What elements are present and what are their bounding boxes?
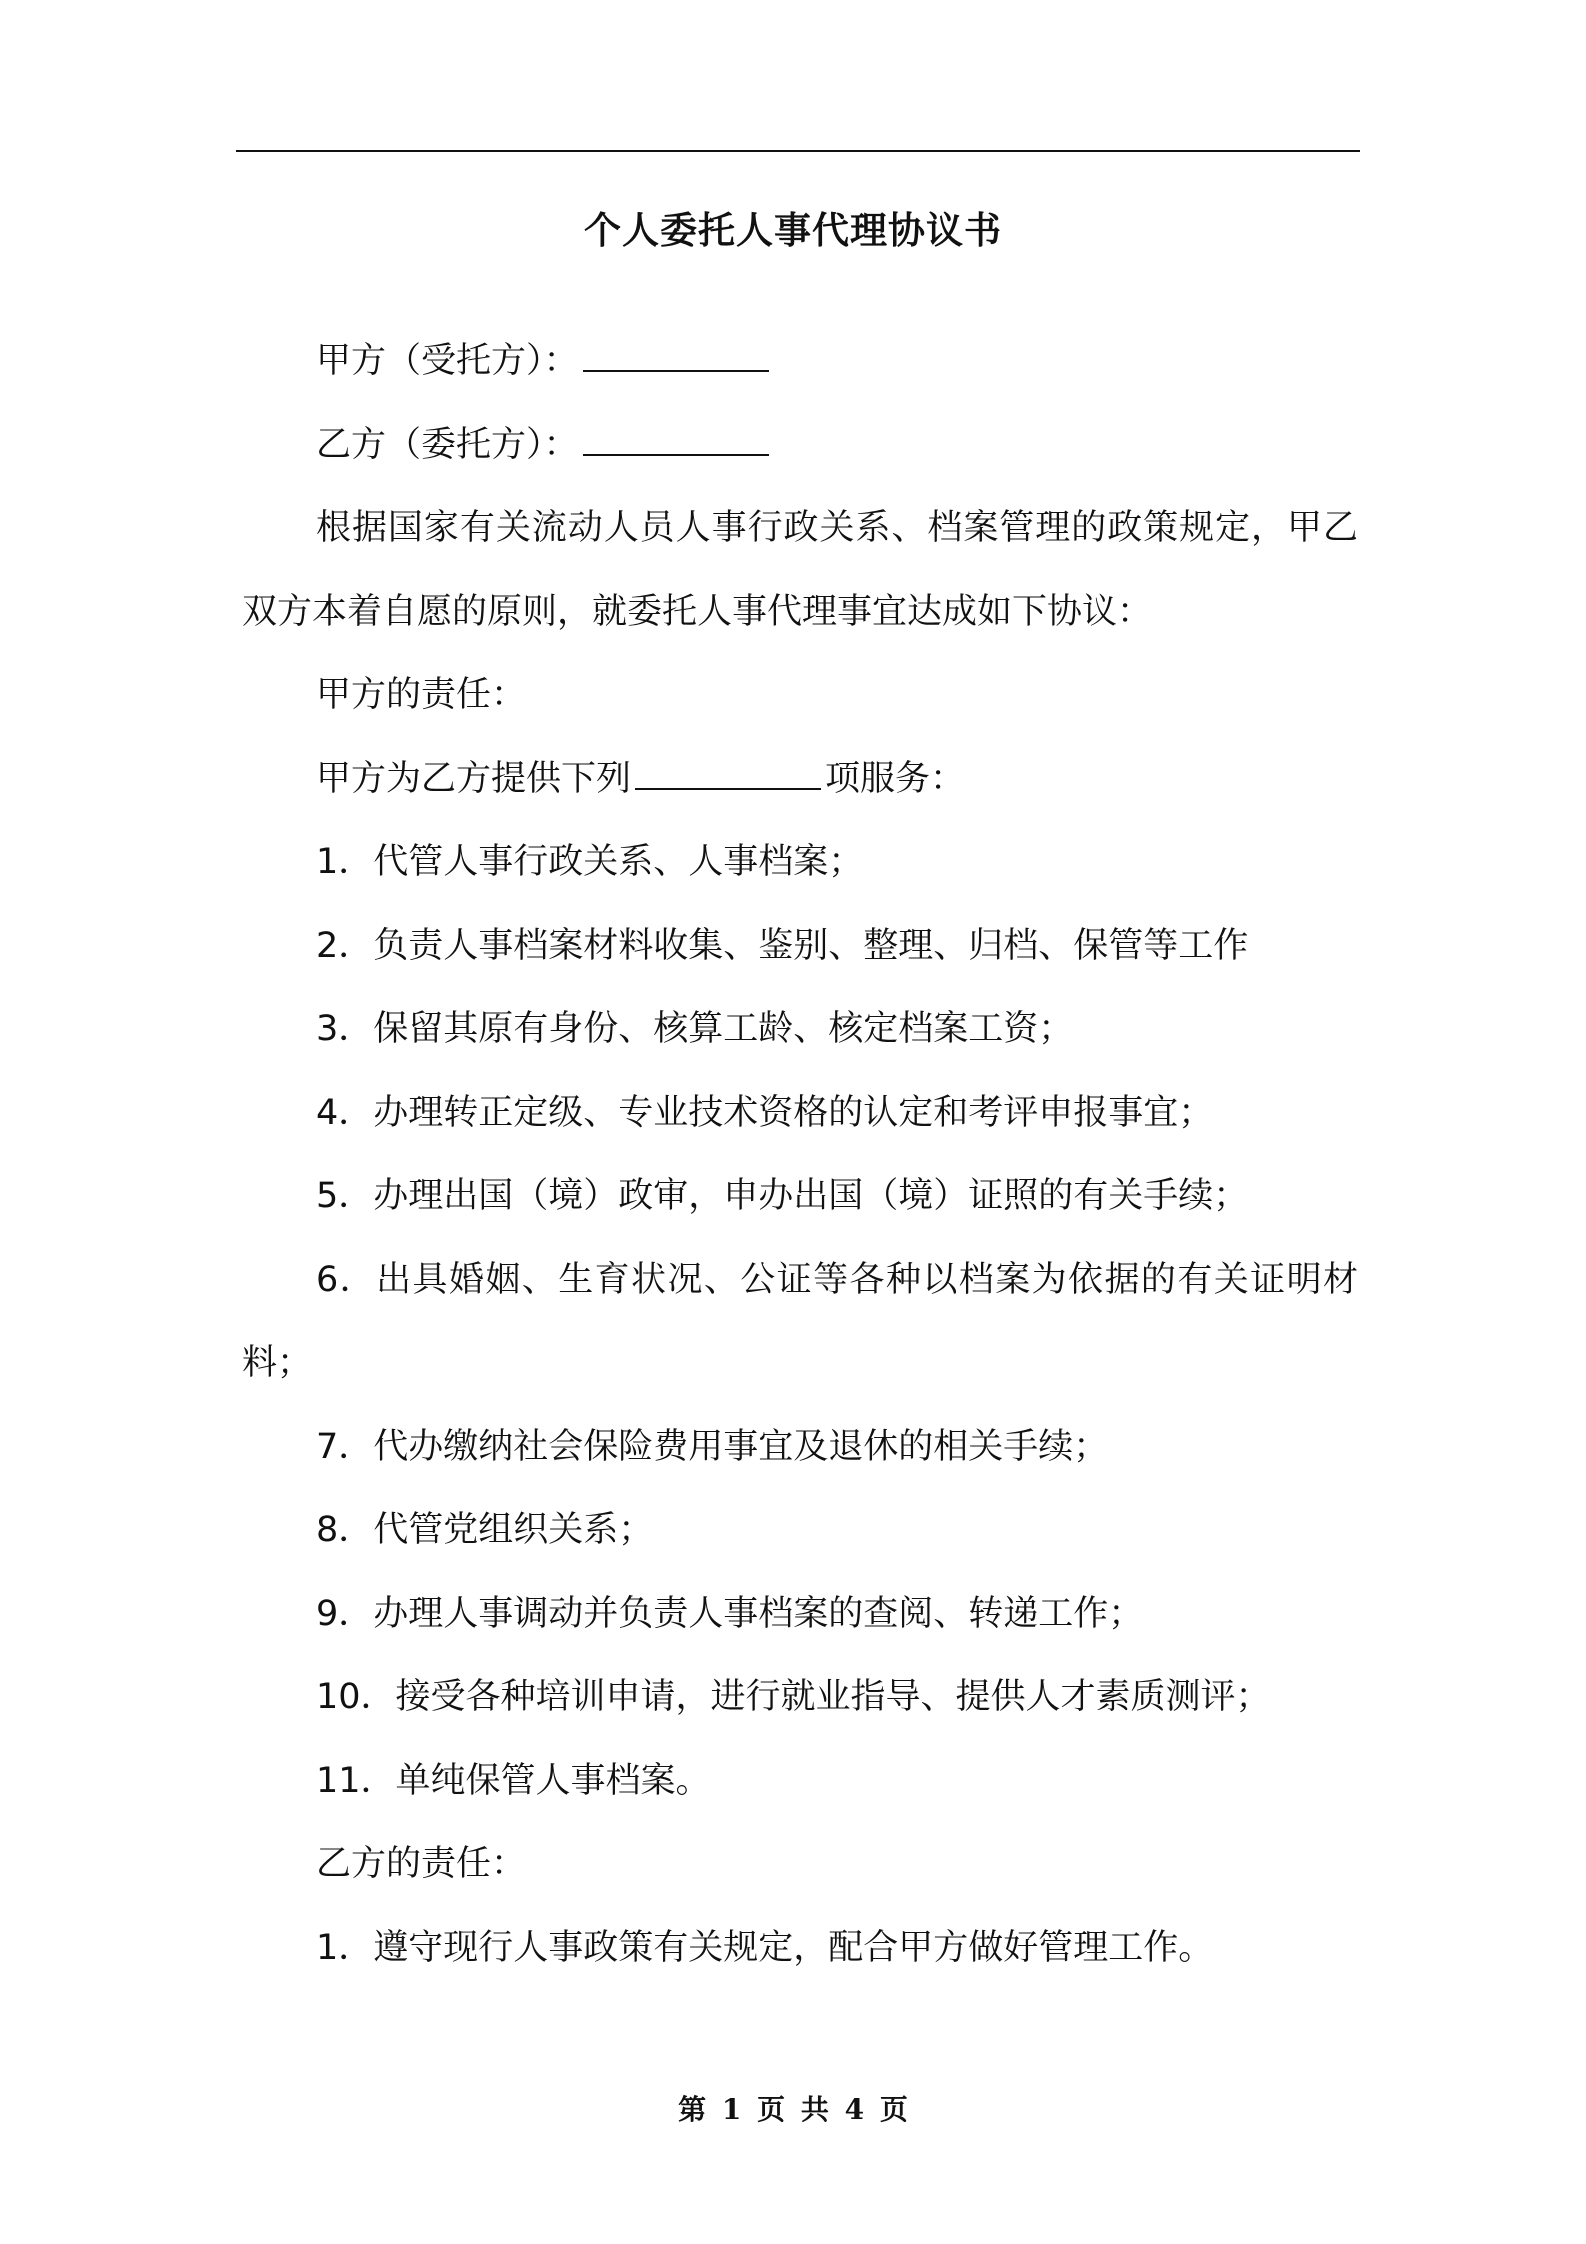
party-b-line <box>242 404 1358 488</box>
party-b-label: 乙方（委托方）： <box>316 424 579 465</box>
party-a-duties-heading: 甲方的责任： <box>316 675 527 715</box>
party-a-item: 8．代管党组织关系； <box>316 1510 654 1550</box>
party-a-label: 甲方（受托方）： <box>316 341 579 381</box>
services-prefix: 甲方为乙方提供下列 <box>316 758 632 799</box>
services-suffix: 项服务： <box>825 758 966 799</box>
document-title: 个人委托人事代理协议书 <box>584 209 1002 252</box>
page-indicator: 第 1 页 共 4 页 <box>678 2093 908 2126</box>
services-line <box>242 738 1358 822</box>
party-a-item: 7．代办缴纳社会保险费用事宜及退休的相关手续； <box>316 1426 1109 1467</box>
party-a-item: 1．代管人事行政关系、人事档案； <box>316 842 864 882</box>
header-rule <box>236 150 1360 152</box>
intro-paragraph: 根据国家有关流动人员人事行政关系、档案管理的政策规定，甲乙双方本着自愿的原则，就委托人事代理事宜达成如下协议： <box>242 508 1358 632</box>
party-a-line <box>242 320 1358 404</box>
party-a-blank <box>583 340 769 372</box>
party-a-item: 9．办理人事调动并负责人事档案的查阅、转递工作； <box>316 1593 1144 1634</box>
party-a-item: 10．接受各种培训申请，进行就业指导、提供人才素质测评； <box>316 1677 1271 1717</box>
party-b-item: 1．遵守现行人事政策有关规定，配合甲方做好管理工作。 <box>316 1927 1214 1968</box>
party-b-duties-heading: 乙方的责任： <box>316 1844 527 1884</box>
party-a-item: 3．保留其原有身份、核算工龄、核定档案工资； <box>316 1009 1074 1049</box>
services-blank <box>635 758 821 790</box>
party-b-blank <box>583 424 769 456</box>
party-a-item: 2．负责人事档案材料收集、鉴别、整理、归档、保管等工作 <box>316 925 1249 966</box>
party-a-item: 5．办理出国（境）政审，申办出国（境）证照的有关手续； <box>316 1176 1249 1216</box>
party-a-item: 11．单纯保管人事档案。 <box>316 1760 711 1801</box>
party-a-item: 4．办理转正定级、专业技术资格的认定和考评申报事宜； <box>316 1092 1214 1133</box>
party-a-item: 6．出具婚姻、生育状况、公证等各种以档案为依据的有关证明材料； <box>242 1259 1358 1383</box>
document-body <box>242 320 1358 1990</box>
